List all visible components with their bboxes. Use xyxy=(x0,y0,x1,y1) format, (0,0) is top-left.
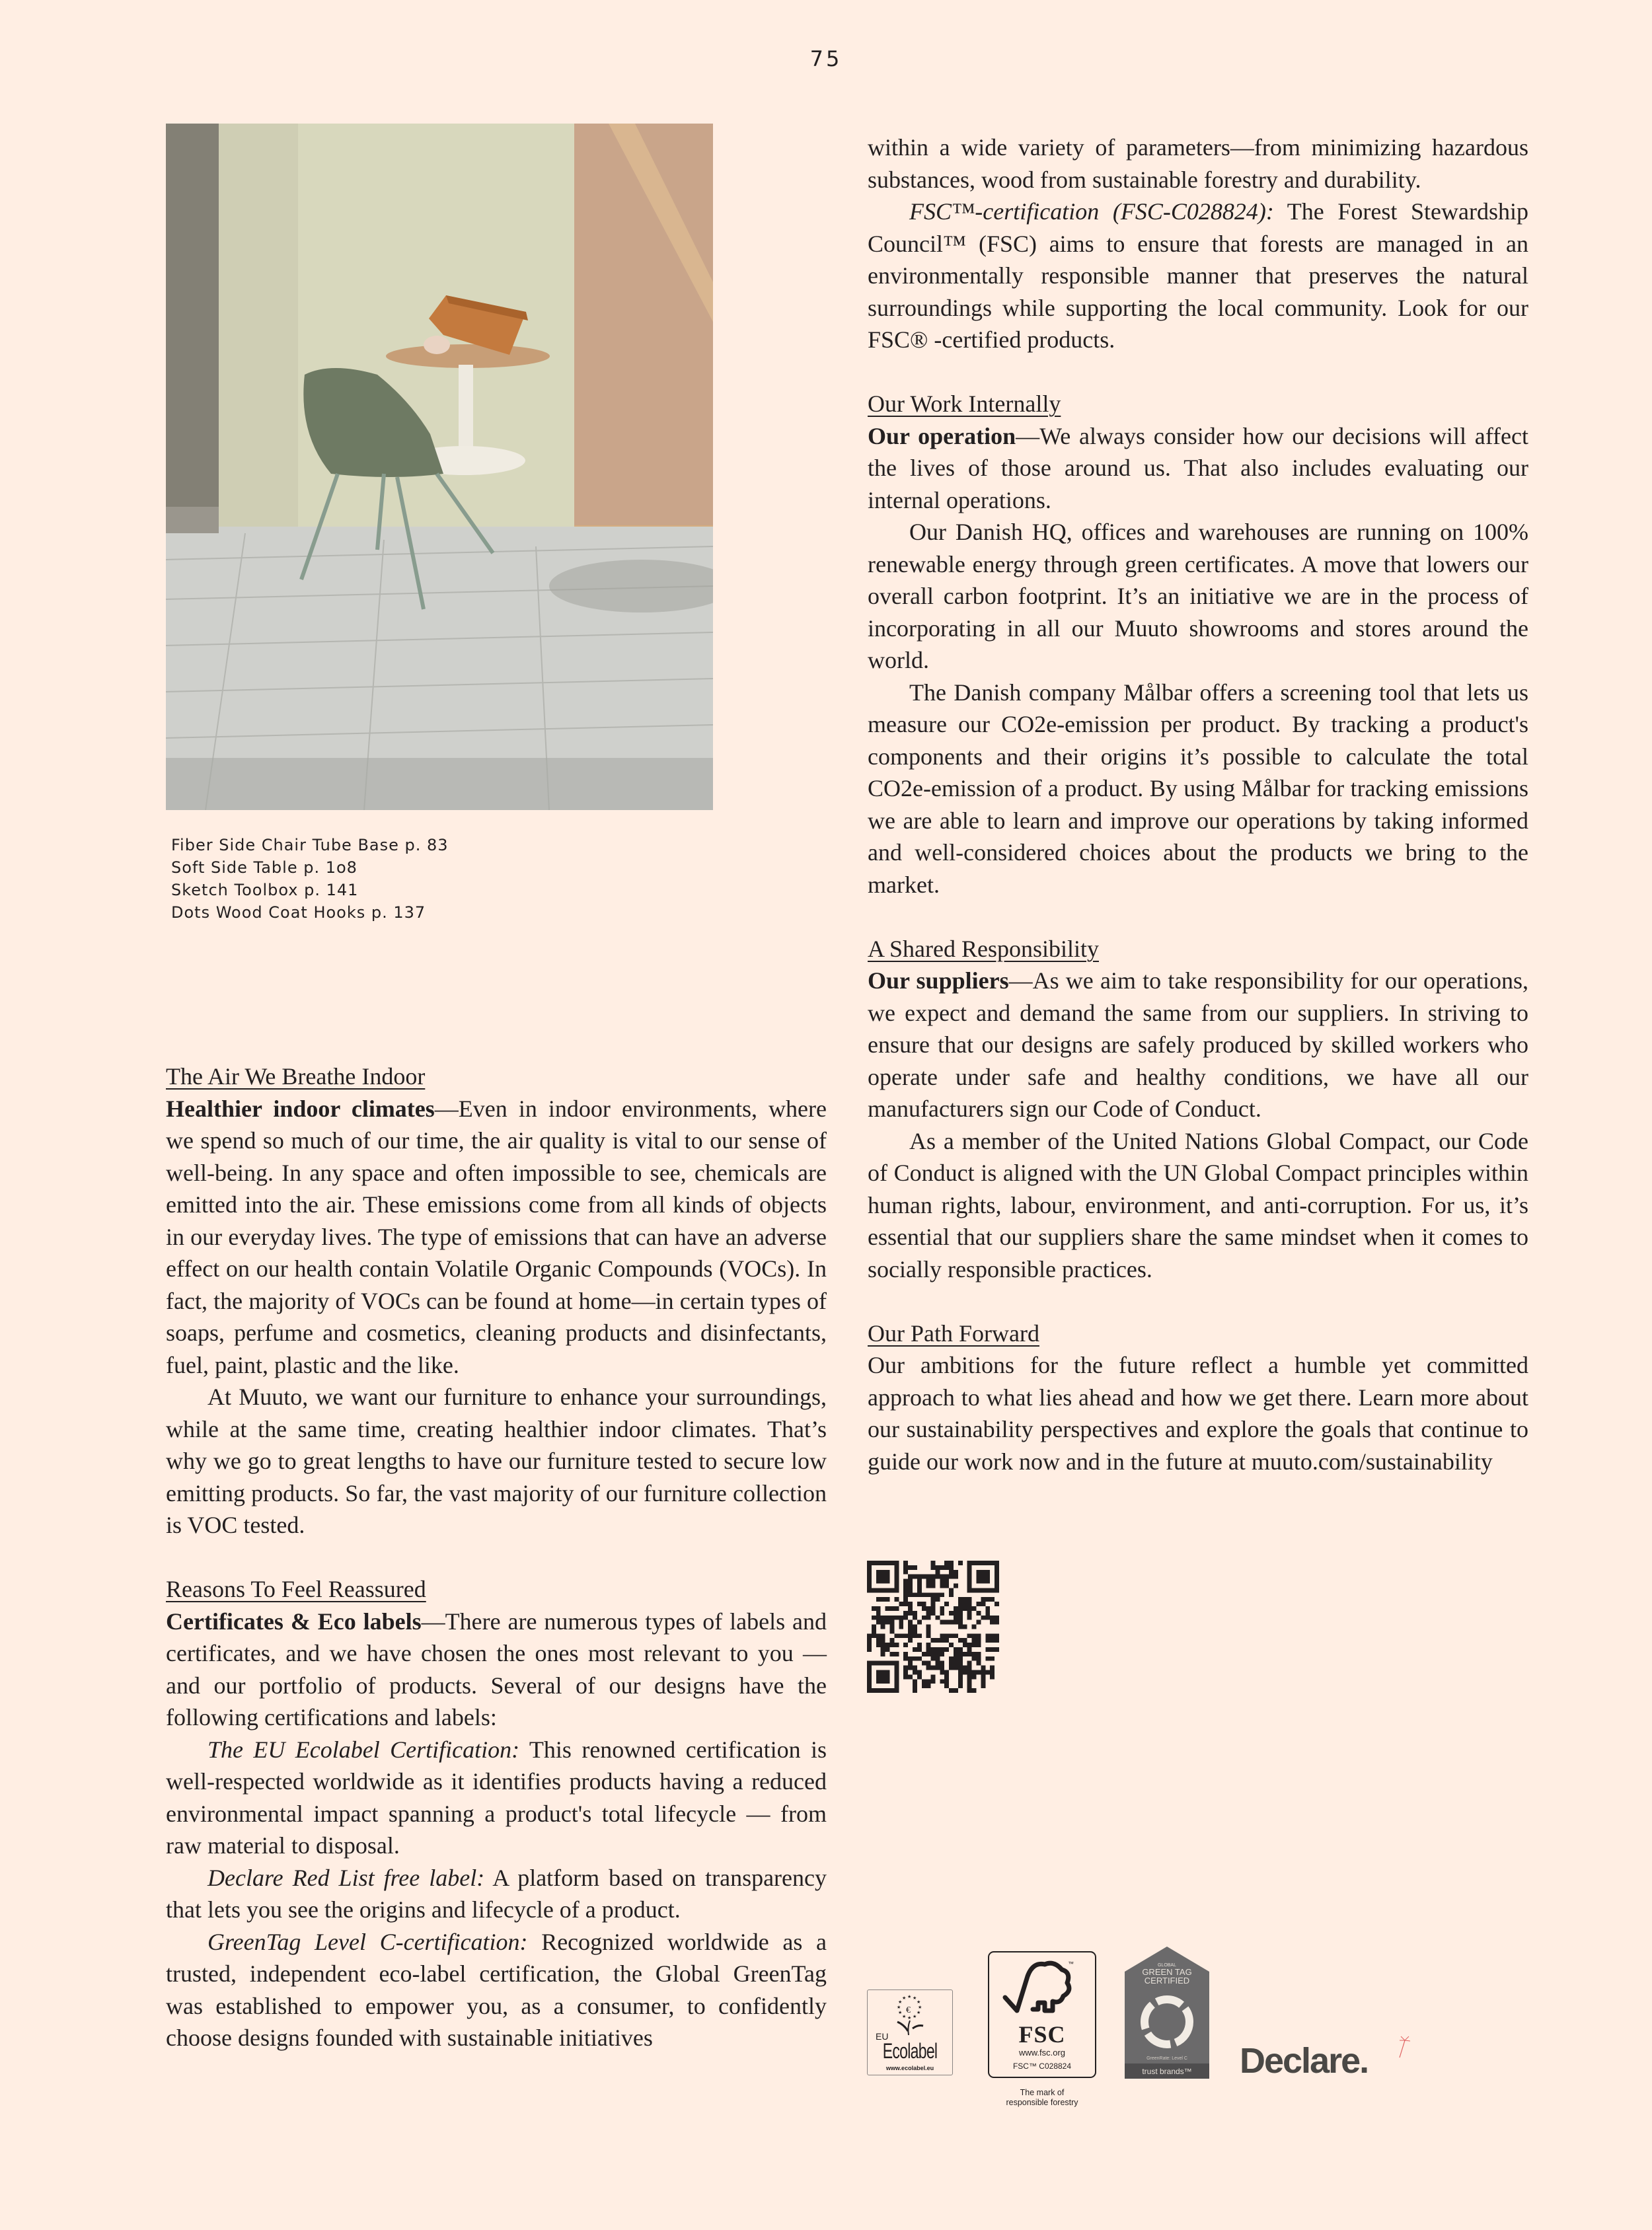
photo-caption xyxy=(171,834,449,924)
left-text-column xyxy=(166,1060,827,2054)
certification-fsc xyxy=(868,196,1528,356)
certification-greentag xyxy=(166,1926,827,2054)
svg-text:★: ★ xyxy=(917,1999,921,2005)
svg-text:★: ★ xyxy=(898,1999,903,2005)
certification-text: This renowned certification is well-respected worldwide as it identifies products having a reduced environmental impact spanning a product's total lifecycle — from raw material to disposal. xyxy=(166,1736,827,1859)
declare-dot: . xyxy=(1359,2041,1369,2081)
caption-line: Dots Wood Coat Hooks p. 137 xyxy=(171,903,426,922)
certification-declare xyxy=(166,1862,827,1926)
svg-text:★: ★ xyxy=(913,2014,917,2019)
certification-name: FSC™-certification (FSC-C028824): xyxy=(909,198,1274,225)
paragraph: The Danish company Målbar offers a screening tool that lets us measure our CO2e-emission per product. By tracking a product's components and their origins it’s possible to calculate the total CO2e-emission of a product. By using Målbar for tracking emissions we are able to learn and improve our operations by taking informed and well-considered choices about the products we bring to the market. xyxy=(868,679,1528,898)
paragraph-with-url: Our ambitions for the future reflect a humble yet committed approach to what lies ahead and how we get there. Learn more about our sustainability perspectives and explore the goals that continue to guide our work now and in the future at muuto.com/sustainability xyxy=(868,1352,1528,1475)
certification-name: The EU Ecolabel Certification: xyxy=(207,1736,520,1763)
fsc-tagline-line: The mark of xyxy=(1020,2088,1065,2097)
paragraph-text: —We always consider how our decisions will affect the lives of those around us. That also includes evaluating our internal operations. xyxy=(868,422,1529,513)
fsc-checkmark-tree-icon xyxy=(989,1952,1098,2019)
section-title-shared: A Shared Responsibility xyxy=(868,935,1099,962)
caption-line: Soft Side Table p. 1o8 xyxy=(171,858,357,877)
ecolabel-url: www.ecolabel.eu xyxy=(885,2065,934,2071)
fsc-tagline-line: responsible forestry xyxy=(1006,2098,1078,2107)
certification-name: Declare Red List free label: xyxy=(207,1864,485,1891)
paragraph: As a member of the United Nations Global Compact, our Code of Conduct is aligned with the UN Global Compact principles within human rights, labour, environment, and anti-corruption. For us, it’s essential that our suppliers share the same mindset when it comes to socially responsible practices. xyxy=(868,1127,1528,1282)
eu-ecolabel-logo xyxy=(867,1989,953,2075)
svg-text:€: € xyxy=(906,2005,911,2015)
certification-name: GreenTag Level C-certification: xyxy=(207,1928,528,1955)
section-title-path: Our Path Forward xyxy=(868,1319,1039,1347)
svg-text:GLOBAL: GLOBAL xyxy=(1157,1963,1177,1968)
greentag-logo xyxy=(1125,1947,1209,2079)
svg-text:★: ★ xyxy=(897,2005,901,2010)
ecolabel-eu-text: EU xyxy=(876,2031,889,2042)
certification-text: A platform based on transparency that lets you see the origins and lifecycle of a product. xyxy=(166,1864,827,1923)
caption-line: Fiber Side Chair Tube Base p. 83 xyxy=(171,836,449,854)
caption-line: Sketch Toolbox p. 141 xyxy=(171,881,359,899)
svg-text:★: ★ xyxy=(898,2010,903,2015)
svg-text:★: ★ xyxy=(917,2010,921,2015)
svg-text:trust brands™: trust brands™ xyxy=(1142,2067,1192,2076)
certification-ecolabel xyxy=(166,1734,827,1862)
certification-text: The Forest Stewardship Council™ (FSC) aims to ensure that forests are managed in an environmentally responsible manner that preserves the natural surroundings while supporting the local community. Look for our FSC® -certified products. xyxy=(868,198,1528,353)
right-text-column xyxy=(868,131,1528,1477)
section-title-internal: Our Work Internally xyxy=(868,390,1061,417)
product-photo xyxy=(166,124,713,810)
paragraph: within a wide variety of parameters—from minimizing hazardous substances, wood from sustainable forestry and durability. xyxy=(868,134,1528,193)
declare-word: Declare xyxy=(1240,2041,1360,2081)
fsc-url: www.fsc.org xyxy=(1018,2048,1066,2058)
svg-text:CERTIFIED: CERTIFIED xyxy=(1144,1976,1190,1986)
svg-text:★: ★ xyxy=(902,2014,907,2019)
paragraph xyxy=(868,965,1528,1125)
dandelion-seed-icon xyxy=(1396,2035,1411,2059)
paragraph-text: —There are numerous types of labels and certificates, and we have chosen the ones most relevant to you — and our portfolio of products. Several of our designs have the following certifications and labels: xyxy=(166,1608,827,1730)
eu-flower-icon xyxy=(868,1990,954,2036)
section-title-reassured: Reasons To Feel Reassured xyxy=(166,1576,426,1602)
paragraph: Our Danish HQ, offices and warehouses are running on 100% renewable energy through green certificates. A move that lowers our overall carbon footprint. It’s an initiative we are in the process of incorporating in all our Muuto showrooms and stores around the world. xyxy=(868,519,1528,673)
svg-text:★: ★ xyxy=(918,2005,922,2010)
declare-logo xyxy=(1240,2040,1368,2081)
paragraph: At Muuto, we want our furniture to enhance your surroundings, while at the same time, creating healthier indoor climates. That’s why we go to great lengths to have our furniture tested to secure low emitting products. So far, the vast majority of our furniture collection is VOC tested. xyxy=(166,1384,827,1538)
chair-table-scene-image xyxy=(166,124,713,810)
fsc-word: FSC xyxy=(1018,2021,1066,2048)
ecolabel-word: Ecolabel xyxy=(882,2039,938,2063)
fsc-tm: ™ xyxy=(1068,1960,1074,1967)
greentag-badge-icon xyxy=(1125,1947,1209,2079)
section-title-air: The Air We Breathe Indoor xyxy=(166,1063,426,1090)
paragraph-text: —As we aim to take responsibility for our operations, we expect and demand the same from our suppliers. In striving to ensure that our designs are safely produced by skilled workers who operate under safe and healthy conditions, we have all our manufacturers sign our Code of Conduct. xyxy=(868,967,1528,1122)
lead-in: Our operation xyxy=(868,422,1016,449)
fsc-code: FSC™ C028824 xyxy=(1012,2062,1072,2071)
lead-in: Our suppliers xyxy=(868,967,1009,994)
svg-text:★: ★ xyxy=(907,1994,912,1999)
svg-text:★: ★ xyxy=(907,2015,912,2021)
paragraph xyxy=(166,1093,827,1382)
svg-text:★: ★ xyxy=(902,1995,907,2001)
fsc-tagline xyxy=(975,2088,1109,2108)
fsc-logo xyxy=(988,1951,1096,2078)
qr-code-icon[interactable] xyxy=(867,1561,999,1693)
svg-text:★: ★ xyxy=(913,1995,917,2001)
paragraph xyxy=(166,1606,827,1734)
page-number: 75 xyxy=(809,46,843,71)
paragraph xyxy=(868,420,1528,517)
paragraph-text: —Even in indoor environments, where we spend so much of our time, the air quality is vital to our sense of well-being. In any space and often impossible to see, chemicals are emitted into the air. These emissions come from all kinds of objects in our everyday lives. The type of emissions that can have an adverse effect on our health contain Volatile Organic Compounds (VOCs). In fact, the majority of VOCs can be found at home—in certain types of soaps, perfume and cosmetics, cleaning products and disinfectants, fuel, paint, plastic and the like. xyxy=(166,1095,827,1378)
certification-text: Recognized worldwide as a trusted, independent eco-label certification, the Global GreenTag was established to empower you, as a consumer, to confidently choose designs founded with sustainable initiatives xyxy=(166,1928,827,2051)
svg-text:GREEN TAG: GREEN TAG xyxy=(1142,1967,1192,1977)
lead-in: Healthier indoor climates xyxy=(166,1095,435,1122)
svg-text:GreenRate: Level C: GreenRate: Level C xyxy=(1146,2056,1187,2061)
lead-in: Certificates & Eco labels xyxy=(166,1608,422,1635)
